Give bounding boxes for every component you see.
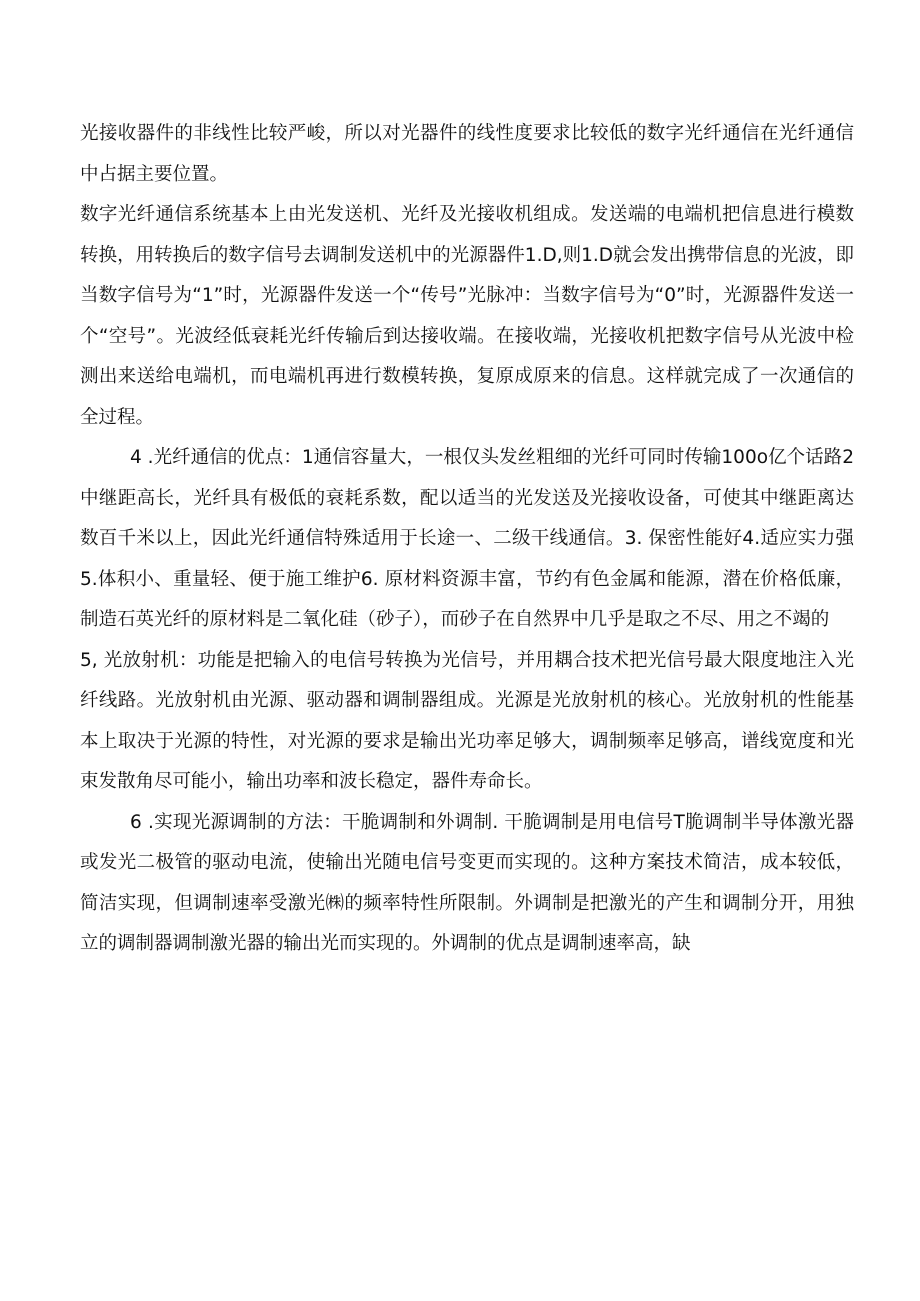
document-body xyxy=(80,114,854,965)
paragraph-optical-receiver-nonlinearity: 光接收器件的非线性比较严峻，所以对光器件的线性度要求比较低的数字光纤通信在光纤通信中占据主要位置。 xyxy=(80,123,854,185)
paragraph-modulation-methods: 6 .实现光源调制的方法：干脆调制和外调制. 干脆调制是用电信号T脆调制半导体激光器或发光二极管的驱动电流，使输出光随电信号变更而实现的。这种方案技术简洁，成本较低，简洁实现，但调制速率受激光㈱的频率特性所限制。外调制是把激光的产生和调制分开，用独立的调制器调制激光器的输出光而实现的。外调制的优点是调制速率高，缺 xyxy=(80,811,854,954)
paragraph-fiber-advantages: 4 .光纤通信的优点：1通信容量大，一根仅头发丝粗细的光纤可同时传输100o亿个话路2中继距高长，光纤具有极低的衰耗系数，配以适当的光发送及光接收设备，可使其中继距离达数百千米以上，因此光纤通信特殊适用于长途一、二级干线通信。3. 保密性能好4.适应实力强5.体积小、重量轻、便于施工维护6. 原材料资源丰富，节约有色金属和能源，潜在价格低廉，制造石英光纤的原材料是二氧化硅（砂子），而砂子在自然界中几乎是取之不尽、用之不竭的 xyxy=(80,447,854,630)
paragraph-digital-fiber-system: 数字光纤通信系统基本上由光发送机、光纤及光接收机组成。发送端的电端机把信息进行模数转换，用转换后的数字信号去调制发送机中的光源器件1.D,则1.D就会发出携带信息的光波，即当数字信号为“1”时，光源器件发送一个“传号”光脉冲：当数字信号为“0”时，光源器件发送一个“空号”。光波经低衰耗光纤传输后到达接收端。在接收端，光接收机把数字信号从光波中检测出来送给电端机，而电端机再进行数模转换，复原成原来的信息。这样就完成了一次通信的全过程。 xyxy=(80,204,854,428)
paragraph-optical-transmitter: 5, 光放射机：功能是把输入的电信号转换为光信号，并用耦合技术把光信号最大限度地注入光纤线路。光放射机由光源、驱动器和调制器组成。光源是光放射机的核心。光放射机的性能基本上取决于光源的特性，对光源的要求是输出光功率足够大，调制频率足够高，谱线宽度和光束发散角尽可能小，输出功率和波长稳定，器件寿命长。 xyxy=(80,649,854,792)
